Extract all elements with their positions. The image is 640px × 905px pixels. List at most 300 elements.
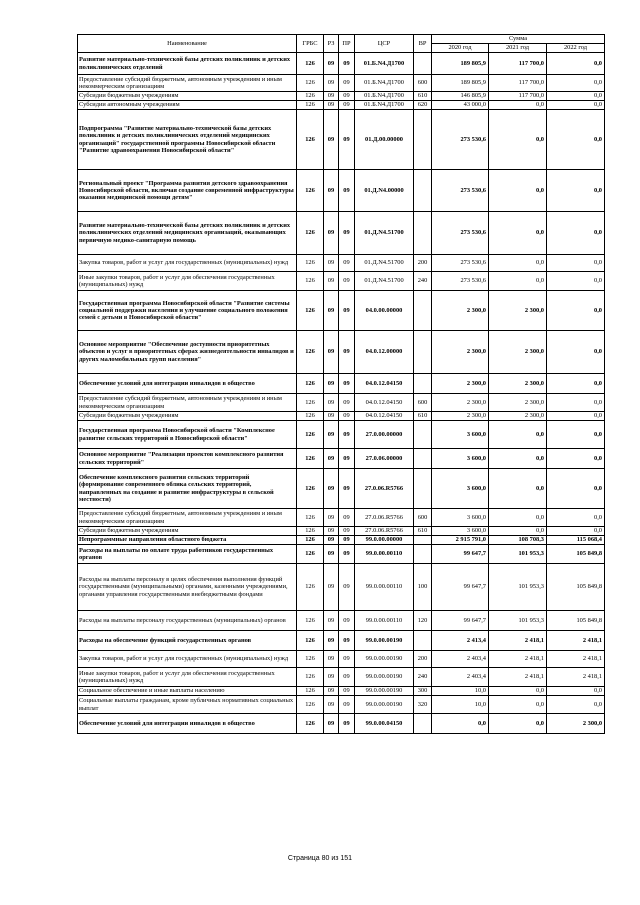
cell-name: Расходы на выплаты по оплате труда работников государственных органов xyxy=(78,545,297,564)
cell-vr: 620 xyxy=(414,101,432,110)
cell-grbs: 126 xyxy=(297,536,324,545)
cell-csr: 04.0.12.00000 xyxy=(355,331,414,374)
cell-csr: 99.0.00.00110 xyxy=(355,545,414,564)
table-row xyxy=(78,611,605,631)
cell-csr: 99.0.00.00110 xyxy=(355,564,414,611)
cell-name: Основное мероприятие "Обеспечение доступности приоритетных объектов и услуг в приоритетных сферах жизнедеятельности инвалидов и других маломобильных групп населения" xyxy=(78,331,297,374)
cell-rz: 09 xyxy=(324,668,339,687)
cell-2020: 2 403,4 xyxy=(432,668,489,687)
cell-name: Подпрограмма "Развитие материально-технической базы детских поликлиник и детских поликлинических отделений медицинских организаций" государственной программы Новосибирской области "Развитие здравоохранения Новосибирской области" xyxy=(78,110,297,170)
table-row xyxy=(78,449,605,469)
cell-grbs: 126 xyxy=(297,449,324,469)
table-row xyxy=(78,331,605,374)
cell-2022: 0,0 xyxy=(547,331,605,374)
cell-rz: 09 xyxy=(324,527,339,536)
cell-csr: 27.0.06.00000 xyxy=(355,449,414,469)
cell-2021: 101 953,3 xyxy=(489,611,547,631)
header-grbs: ГРБС xyxy=(297,35,324,53)
cell-2022: 0,0 xyxy=(547,449,605,469)
cell-2020: 10,0 xyxy=(432,696,489,714)
cell-csr: 04.0.12.04150 xyxy=(355,412,414,421)
cell-pr: 09 xyxy=(339,611,355,631)
cell-2021: 2 300,0 xyxy=(489,412,547,421)
table-row xyxy=(78,651,605,668)
cell-vr xyxy=(414,212,432,255)
cell-2021: 0,0 xyxy=(489,101,547,110)
cell-2022: 105 849,8 xyxy=(547,611,605,631)
cell-2021: 0,0 xyxy=(489,272,547,291)
cell-rz: 09 xyxy=(324,331,339,374)
cell-2022: 0,0 xyxy=(547,696,605,714)
table-row xyxy=(78,272,605,291)
cell-csr: 99.0.00.00110 xyxy=(355,611,414,631)
cell-name: Закупка товаров, работ и услуг для государственных (муниципальных) нужд xyxy=(78,255,297,272)
cell-grbs: 126 xyxy=(297,212,324,255)
cell-vr: 600 xyxy=(414,394,432,412)
cell-rz: 09 xyxy=(324,92,339,101)
cell-name: Государственная программа Новосибирской области "Комплексное развитие сельских территорий в Новосибирской области" xyxy=(78,421,297,449)
cell-grbs: 126 xyxy=(297,255,324,272)
cell-pr: 09 xyxy=(339,374,355,394)
cell-csr: 01.Б.N4.Д1700 xyxy=(355,53,414,75)
cell-2021: 101 953,3 xyxy=(489,545,547,564)
cell-2020: 2 300,0 xyxy=(432,331,489,374)
cell-2020: 273 530,6 xyxy=(432,272,489,291)
cell-grbs: 126 xyxy=(297,651,324,668)
cell-2021: 117 700,0 xyxy=(489,75,547,92)
table-row xyxy=(78,75,605,92)
table-row xyxy=(78,714,605,734)
cell-vr: 600 xyxy=(414,75,432,92)
cell-name: Государственная программа Новосибирской области "Развитие системы социальной поддержки населения и улучшение социального положения семей с детьми в Новосибирской области" xyxy=(78,291,297,331)
cell-grbs: 126 xyxy=(297,545,324,564)
cell-grbs: 126 xyxy=(297,53,324,75)
cell-2021: 0,0 xyxy=(489,170,547,212)
cell-name: Региональный проект "Программа развития детского здравоохранения Новосибирской области, включая создание современной инфраструктуры оказания медицинской помощи детям" xyxy=(78,170,297,212)
cell-pr: 09 xyxy=(339,687,355,696)
cell-2022: 0,0 xyxy=(547,53,605,75)
cell-vr xyxy=(414,536,432,545)
cell-rz: 09 xyxy=(324,714,339,734)
cell-pr: 09 xyxy=(339,255,355,272)
cell-rz: 09 xyxy=(324,509,339,527)
cell-2022: 105 849,8 xyxy=(547,564,605,611)
cell-2021: 0,0 xyxy=(489,469,547,509)
cell-pr: 09 xyxy=(339,53,355,75)
cell-2021: 117 700,0 xyxy=(489,92,547,101)
table-row xyxy=(78,255,605,272)
table-row xyxy=(78,92,605,101)
cell-grbs: 126 xyxy=(297,394,324,412)
table-row xyxy=(78,291,605,331)
cell-csr: 99.0.00.00190 xyxy=(355,631,414,651)
table-row xyxy=(78,101,605,110)
cell-vr xyxy=(414,53,432,75)
cell-pr: 09 xyxy=(339,75,355,92)
cell-csr: 27.0.06.R5766 xyxy=(355,527,414,536)
cell-vr xyxy=(414,331,432,374)
cell-csr: 01.Б.N4.Д1700 xyxy=(355,92,414,101)
cell-name: Субсидии бюджетным учреждениям xyxy=(78,412,297,421)
cell-csr: 01.Б.N4.Д1700 xyxy=(355,101,414,110)
cell-name: Социальное обеспечение и иные выплаты населению xyxy=(78,687,297,696)
cell-grbs: 126 xyxy=(297,696,324,714)
cell-vr xyxy=(414,374,432,394)
cell-2020: 2 300,0 xyxy=(432,374,489,394)
cell-grbs: 126 xyxy=(297,527,324,536)
cell-2021: 0,0 xyxy=(489,714,547,734)
cell-pr: 09 xyxy=(339,394,355,412)
cell-pr: 09 xyxy=(339,101,355,110)
cell-pr: 09 xyxy=(339,668,355,687)
cell-csr: 99.0.00.04150 xyxy=(355,714,414,734)
cell-2021: 101 953,3 xyxy=(489,564,547,611)
cell-2021: 0,0 xyxy=(489,527,547,536)
cell-rz: 09 xyxy=(324,687,339,696)
table-row xyxy=(78,469,605,509)
cell-pr: 09 xyxy=(339,110,355,170)
cell-pr: 09 xyxy=(339,545,355,564)
cell-grbs: 126 xyxy=(297,170,324,212)
cell-vr: 610 xyxy=(414,412,432,421)
cell-name: Социальные выплаты гражданам, кроме публичных нормативных социальных выплат xyxy=(78,696,297,714)
cell-2021: 2 300,0 xyxy=(489,394,547,412)
cell-grbs: 126 xyxy=(297,611,324,631)
cell-name: Обеспечение условий для интеграции инвалидов в общество xyxy=(78,374,297,394)
cell-name: Расходы на выплаты персоналу государственных (муниципальных) органов xyxy=(78,611,297,631)
table-row xyxy=(78,545,605,564)
cell-vr xyxy=(414,469,432,509)
cell-csr: 01.Д.N4.00000 xyxy=(355,170,414,212)
cell-2020: 273 530,6 xyxy=(432,170,489,212)
cell-name: Основное мероприятие "Реализация проектов комплексного развития сельских территорий" xyxy=(78,449,297,469)
cell-2020: 99 647,7 xyxy=(432,611,489,631)
cell-pr: 09 xyxy=(339,469,355,509)
cell-2022: 2 418,1 xyxy=(547,631,605,651)
cell-name: Расходы на выплаты персоналу в целях обеспечения выполнения функций государственными (муниципальными) органами, казенными учреждениями, органами управления государственными внебюджетными фондами xyxy=(78,564,297,611)
cell-rz: 09 xyxy=(324,469,339,509)
cell-csr: 99.0.00.00190 xyxy=(355,687,414,696)
cell-vr: 240 xyxy=(414,668,432,687)
cell-rz: 09 xyxy=(324,110,339,170)
cell-grbs: 126 xyxy=(297,714,324,734)
cell-2021: 2 418,1 xyxy=(489,631,547,651)
cell-vr: 200 xyxy=(414,255,432,272)
table-row xyxy=(78,421,605,449)
budget-table xyxy=(77,34,605,734)
cell-2020: 189 805,9 xyxy=(432,75,489,92)
cell-rz: 09 xyxy=(324,394,339,412)
cell-rz: 09 xyxy=(324,272,339,291)
cell-2021: 0,0 xyxy=(489,110,547,170)
cell-grbs: 126 xyxy=(297,374,324,394)
cell-2021: 108 708,3 xyxy=(489,536,547,545)
cell-name: Обеспечение условий для интеграции инвалидов в общество xyxy=(78,714,297,734)
table-row xyxy=(78,110,605,170)
page-footer: Страница 80 из 151 xyxy=(287,855,353,862)
cell-2022: 0,0 xyxy=(547,170,605,212)
cell-vr: 610 xyxy=(414,527,432,536)
cell-name: Иные закупки товаров, работ и услуг для обеспечения государственных (муниципальных) нужд xyxy=(78,668,297,687)
cell-2022: 0,0 xyxy=(547,394,605,412)
cell-2020: 3 600,0 xyxy=(432,509,489,527)
header-2022: 2022 год xyxy=(547,44,605,53)
cell-grbs: 126 xyxy=(297,272,324,291)
header-pr: ПР xyxy=(339,35,355,53)
cell-2020: 2 300,0 xyxy=(432,291,489,331)
cell-vr xyxy=(414,631,432,651)
table-body xyxy=(78,53,605,734)
cell-rz: 09 xyxy=(324,611,339,631)
cell-2020: 2 915 791,0 xyxy=(432,536,489,545)
cell-2020: 189 805,9 xyxy=(432,53,489,75)
cell-vr: 240 xyxy=(414,272,432,291)
cell-csr: 01.Д.N4.51700 xyxy=(355,272,414,291)
cell-pr: 09 xyxy=(339,631,355,651)
cell-rz: 09 xyxy=(324,101,339,110)
header-vr: ВР xyxy=(414,35,432,53)
cell-2020: 43 000,0 xyxy=(432,101,489,110)
cell-2020: 3 600,0 xyxy=(432,469,489,509)
cell-vr xyxy=(414,714,432,734)
cell-rz: 09 xyxy=(324,291,339,331)
cell-grbs: 126 xyxy=(297,469,324,509)
cell-2022: 0,0 xyxy=(547,374,605,394)
cell-2021: 2 300,0 xyxy=(489,331,547,374)
cell-2022: 0,0 xyxy=(547,412,605,421)
cell-pr: 09 xyxy=(339,564,355,611)
cell-grbs: 126 xyxy=(297,75,324,92)
cell-rz: 09 xyxy=(324,651,339,668)
cell-vr: 320 xyxy=(414,696,432,714)
cell-csr: 27.0.06.R5766 xyxy=(355,509,414,527)
cell-pr: 09 xyxy=(339,291,355,331)
cell-rz: 09 xyxy=(324,536,339,545)
cell-csr: 04.0.12.04150 xyxy=(355,374,414,394)
table-row xyxy=(78,668,605,687)
cell-csr: 27.0.06.R5766 xyxy=(355,469,414,509)
cell-name: Субсидии бюджетным учреждениям xyxy=(78,92,297,101)
cell-vr: 100 xyxy=(414,564,432,611)
cell-name: Предоставление субсидий бюджетным, автономным учреждениям и иным некоммерческим организациям xyxy=(78,75,297,92)
cell-vr: 120 xyxy=(414,611,432,631)
cell-csr: 01.Д.N4.51700 xyxy=(355,212,414,255)
cell-pr: 09 xyxy=(339,92,355,101)
cell-2021: 2 300,0 xyxy=(489,291,547,331)
header-2020: 2020 год xyxy=(432,44,489,53)
cell-2022: 2 418,1 xyxy=(547,651,605,668)
table-row xyxy=(78,687,605,696)
cell-2022: 0,0 xyxy=(547,687,605,696)
cell-2020: 10,0 xyxy=(432,687,489,696)
cell-pr: 09 xyxy=(339,536,355,545)
cell-2022: 0,0 xyxy=(547,469,605,509)
header-rz: РЗ xyxy=(324,35,339,53)
table-row xyxy=(78,394,605,412)
cell-name: Обеспечение комплексного развития сельских территорий (формирование современного облика сельских территорий, направленных на создание и развитие инфраструктуры в сельской местности) xyxy=(78,469,297,509)
cell-csr: 99.0.00.00190 xyxy=(355,696,414,714)
cell-2021: 117 700,0 xyxy=(489,53,547,75)
cell-name: Непрограммные направления областного бюджета xyxy=(78,536,297,545)
cell-2021: 2 300,0 xyxy=(489,374,547,394)
cell-2021: 0,0 xyxy=(489,687,547,696)
table-row xyxy=(78,564,605,611)
cell-name: Предоставление субсидий бюджетным, автономным учреждениям и иным некоммерческим организациям xyxy=(78,509,297,527)
cell-pr: 09 xyxy=(339,272,355,291)
table-row xyxy=(78,412,605,421)
cell-2021: 2 418,1 xyxy=(489,651,547,668)
cell-rz: 09 xyxy=(324,421,339,449)
cell-2021: 0,0 xyxy=(489,509,547,527)
cell-2022: 0,0 xyxy=(547,527,605,536)
cell-2021: 2 418,1 xyxy=(489,668,547,687)
cell-csr: 99.0.00.00190 xyxy=(355,668,414,687)
cell-rz: 09 xyxy=(324,53,339,75)
cell-rz: 09 xyxy=(324,631,339,651)
cell-pr: 09 xyxy=(339,421,355,449)
cell-pr: 09 xyxy=(339,212,355,255)
cell-rz: 09 xyxy=(324,255,339,272)
table-row xyxy=(78,527,605,536)
cell-rz: 09 xyxy=(324,212,339,255)
table-row xyxy=(78,53,605,75)
cell-rz: 09 xyxy=(324,412,339,421)
table-row xyxy=(78,170,605,212)
cell-2022: 0,0 xyxy=(547,421,605,449)
cell-name: Закупка товаров, работ и услуг для государственных (муниципальных) нужд xyxy=(78,651,297,668)
cell-grbs: 126 xyxy=(297,92,324,101)
cell-2022: 0,0 xyxy=(547,92,605,101)
cell-vr: 600 xyxy=(414,509,432,527)
cell-rz: 09 xyxy=(324,374,339,394)
cell-2021: 0,0 xyxy=(489,449,547,469)
cell-vr xyxy=(414,170,432,212)
cell-2020: 2 300,0 xyxy=(432,412,489,421)
cell-pr: 09 xyxy=(339,170,355,212)
cell-grbs: 126 xyxy=(297,101,324,110)
cell-pr: 09 xyxy=(339,509,355,527)
cell-grbs: 126 xyxy=(297,631,324,651)
cell-vr: 300 xyxy=(414,687,432,696)
cell-name: Иные закупки товаров, работ и услуг для обеспечения государственных (муниципальных) нужд xyxy=(78,272,297,291)
table-row xyxy=(78,536,605,545)
cell-pr: 09 xyxy=(339,331,355,374)
cell-2020: 99 647,7 xyxy=(432,564,489,611)
cell-csr: 99.0.00.00190 xyxy=(355,651,414,668)
cell-vr xyxy=(414,545,432,564)
cell-2022: 0,0 xyxy=(547,110,605,170)
cell-rz: 09 xyxy=(324,449,339,469)
header-2021: 2021 год xyxy=(489,44,547,53)
cell-2020: 3 600,0 xyxy=(432,421,489,449)
cell-rz: 09 xyxy=(324,545,339,564)
cell-csr: 04.0.12.04150 xyxy=(355,394,414,412)
header-name: Наименование xyxy=(78,35,297,53)
cell-name: Развитие материально-технической базы детских поликлиник и детских поликлинических отделений xyxy=(78,53,297,75)
cell-csr: 99.0.00.00000 xyxy=(355,536,414,545)
cell-2022: 0,0 xyxy=(547,291,605,331)
cell-grbs: 126 xyxy=(297,291,324,331)
table-row xyxy=(78,374,605,394)
cell-rz: 09 xyxy=(324,696,339,714)
cell-2022: 0,0 xyxy=(547,212,605,255)
cell-2022: 2 300,0 xyxy=(547,714,605,734)
header-csr: ЦСР xyxy=(355,35,414,53)
cell-2022: 0,0 xyxy=(547,509,605,527)
cell-pr: 09 xyxy=(339,696,355,714)
cell-2020: 146 805,9 xyxy=(432,92,489,101)
budget-table-container xyxy=(77,34,604,734)
cell-2021: 0,0 xyxy=(489,696,547,714)
cell-pr: 09 xyxy=(339,527,355,536)
cell-vr xyxy=(414,421,432,449)
cell-vr: 610 xyxy=(414,92,432,101)
cell-2020: 273 530,6 xyxy=(432,110,489,170)
cell-rz: 09 xyxy=(324,170,339,212)
cell-grbs: 126 xyxy=(297,687,324,696)
cell-2020: 273 530,6 xyxy=(432,212,489,255)
cell-pr: 09 xyxy=(339,714,355,734)
cell-grbs: 126 xyxy=(297,412,324,421)
cell-2022: 105 849,8 xyxy=(547,545,605,564)
cell-2022: 115 068,4 xyxy=(547,536,605,545)
cell-2020: 273 530,6 xyxy=(432,255,489,272)
cell-grbs: 126 xyxy=(297,421,324,449)
cell-name: Предоставление субсидий бюджетным, автономным учреждениям и иным некоммерческим организациям xyxy=(78,394,297,412)
cell-grbs: 126 xyxy=(297,509,324,527)
cell-csr: 27.0.00.00000 xyxy=(355,421,414,449)
cell-2020: 2 413,4 xyxy=(432,631,489,651)
cell-name: Субсидии автономным учреждениям xyxy=(78,101,297,110)
cell-vr xyxy=(414,449,432,469)
cell-grbs: 126 xyxy=(297,110,324,170)
cell-grbs: 126 xyxy=(297,668,324,687)
cell-2020: 99 647,7 xyxy=(432,545,489,564)
cell-vr xyxy=(414,110,432,170)
table-row xyxy=(78,212,605,255)
cell-2022: 0,0 xyxy=(547,255,605,272)
cell-name: Развитие материально-технической базы детских поликлиник и детских поликлинических отделений медицинских организаций, оказывающих первичную медико-санитарную помощь xyxy=(78,212,297,255)
cell-2022: 0,0 xyxy=(547,272,605,291)
table-row xyxy=(78,509,605,527)
cell-csr: 01.Д.N4.51700 xyxy=(355,255,414,272)
cell-2022: 0,0 xyxy=(547,101,605,110)
cell-2022: 2 418,1 xyxy=(547,668,605,687)
cell-rz: 09 xyxy=(324,75,339,92)
cell-csr: 01.Д.00.00000 xyxy=(355,110,414,170)
cell-pr: 09 xyxy=(339,449,355,469)
cell-csr: 01.Б.N4.Д1700 xyxy=(355,75,414,92)
cell-pr: 09 xyxy=(339,651,355,668)
cell-vr xyxy=(414,291,432,331)
cell-pr: 09 xyxy=(339,412,355,421)
cell-2020: 2 403,4 xyxy=(432,651,489,668)
cell-2020: 3 600,0 xyxy=(432,449,489,469)
table-row xyxy=(78,696,605,714)
cell-2020: 0,0 xyxy=(432,714,489,734)
cell-grbs: 126 xyxy=(297,564,324,611)
cell-name: Субсидии бюджетным учреждениям xyxy=(78,527,297,536)
cell-name: Расходы на обеспечение функций государственных органов xyxy=(78,631,297,651)
cell-csr: 04.0.00.00000 xyxy=(355,291,414,331)
cell-2022: 0,0 xyxy=(547,75,605,92)
cell-vr: 200 xyxy=(414,651,432,668)
cell-rz: 09 xyxy=(324,564,339,611)
cell-2021: 0,0 xyxy=(489,255,547,272)
cell-2021: 0,0 xyxy=(489,212,547,255)
cell-2020: 2 300,0 xyxy=(432,394,489,412)
table-row xyxy=(78,631,605,651)
